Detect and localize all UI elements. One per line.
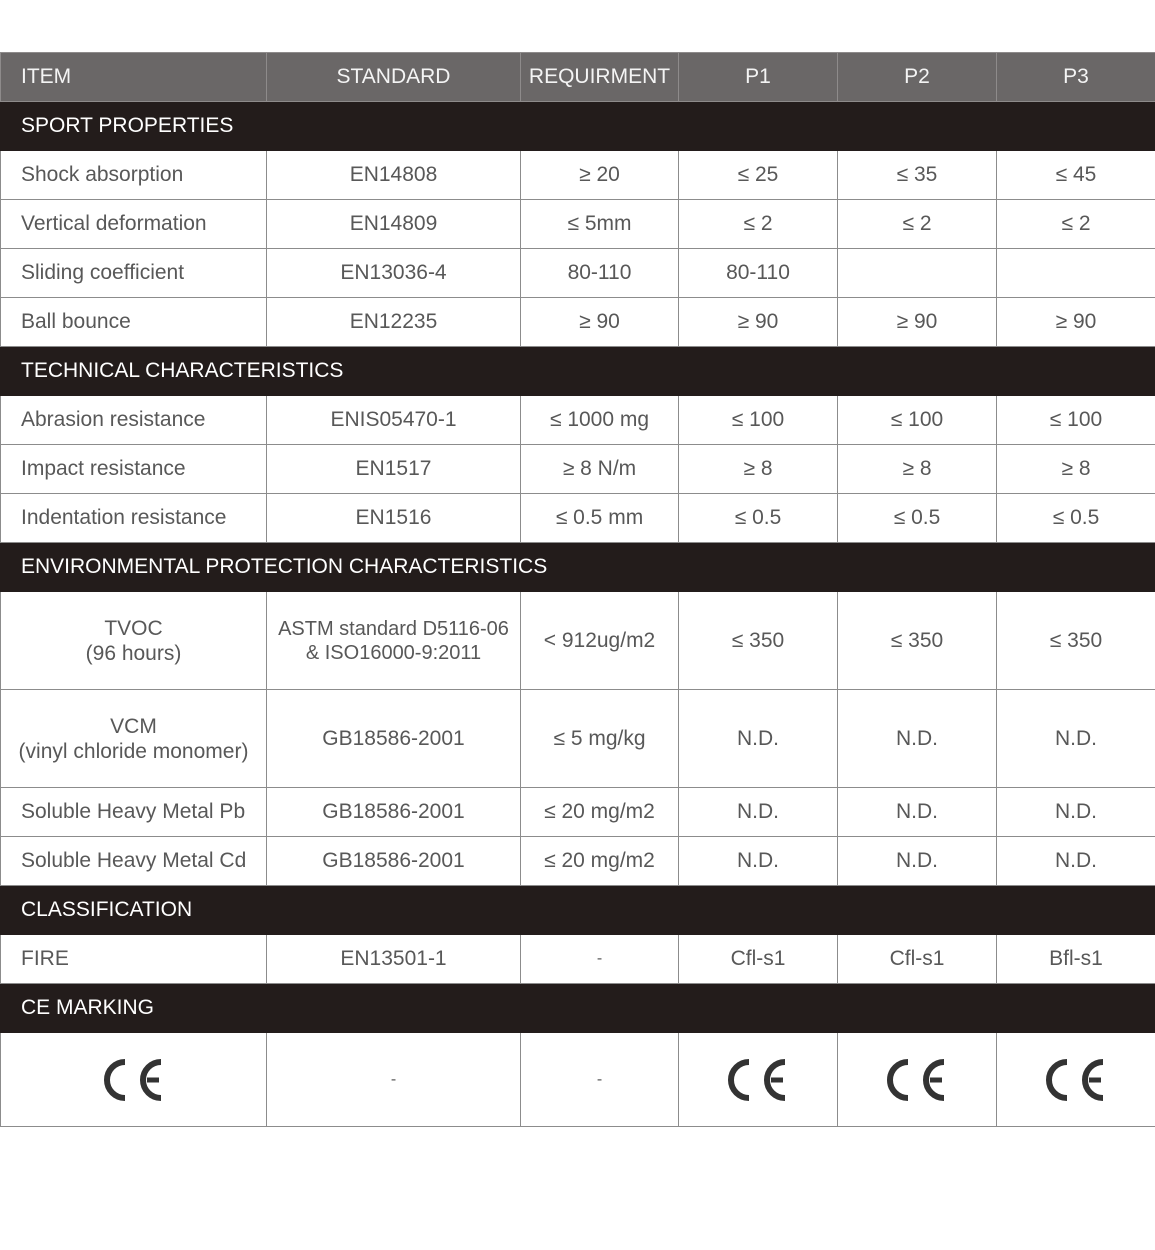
cell-requirement: 80-110 [521,249,679,298]
cell-p2: ≤ 2 [838,200,997,249]
cell-requirement: ≥ 20 [521,151,679,200]
cell-requirement: ≤ 0.5 mm [521,494,679,543]
cell-p3: ≤ 100 [997,396,1155,445]
cell-standard: ENIS05470-1 [267,396,521,445]
table-row [1,298,1155,347]
table-row [1,200,1155,249]
cell-p3: ≤ 350 [997,592,1155,690]
cell-requirement: ≥ 8 N/m [521,445,679,494]
cell-p2: Cfl-s1 [838,935,997,984]
cell-p3: N.D. [997,690,1155,788]
cell-p1: Cfl-s1 [679,935,838,984]
cell-p3: N.D. [997,837,1155,886]
cell-item-line1: VCM [110,714,157,738]
cell-p2: N.D. [838,690,997,788]
cell-requirement: ≤ 20 mg/m2 [521,837,679,886]
cell-item [1,592,267,690]
cell-requirement: < 912ug/m2 [521,592,679,690]
cell-requirement: ≤ 1000 mg [521,396,679,445]
cell-item-line1: TVOC [104,616,163,640]
section-header-sport-properties [1,102,1155,151]
cell-standard: EN13036-4 [267,249,521,298]
cell-p2: ≤ 350 [838,592,997,690]
cell-p3: Bfl-s1 [997,935,1155,984]
cell-p2: N.D. [838,788,997,837]
cell-standard: EN12235 [267,298,521,347]
table-row [1,1033,1155,1127]
ce-mark-icon [101,1056,167,1104]
cell-item-line2: (96 hours) [85,641,182,665]
cell-item: Indentation resistance [1,494,267,543]
cell-p2: ≤ 100 [838,396,997,445]
ce-mark-icon [884,1056,950,1104]
table-row [1,249,1155,298]
table-row [1,690,1155,788]
cell-p1: ≤ 100 [679,396,838,445]
ce-mark-icon [725,1056,791,1104]
table-row [1,592,1155,690]
cell-p2: N.D. [838,837,997,886]
cell-p1: ≥ 8 [679,445,838,494]
table-row [1,494,1155,543]
table-row [1,445,1155,494]
cell-standard: EN14809 [267,200,521,249]
cell-standard: GB18586-2001 [267,690,521,788]
section-title: CLASSIFICATION [1,886,1155,935]
cell-p2: ≥ 8 [838,445,997,494]
cell-p1 [679,1033,838,1127]
col-header-p1: P1 [679,53,838,102]
cell-item: Vertical deformation [1,200,267,249]
cell-item: Impact resistance [1,445,267,494]
table-row [1,151,1155,200]
cell-item: Soluble Heavy Metal Pb [1,788,267,837]
cell-item-line2: (vinyl chloride monomer) [18,739,249,763]
cell-p2 [838,249,997,298]
section-header-classification [1,886,1155,935]
section-header-technical-characteristics [1,347,1155,396]
cell-p2: ≥ 90 [838,298,997,347]
cell-item: Abrasion resistance [1,396,267,445]
cell-p3: ≤ 2 [997,200,1155,249]
cell-standard: EN1516 [267,494,521,543]
section-title: SPORT PROPERTIES [1,102,1155,151]
table-row [1,396,1155,445]
cell-item: Sliding coefficient [1,249,267,298]
cell-p3: ≤ 45 [997,151,1155,200]
ce-mark-icon [1043,1056,1109,1104]
cell-requirement: - [521,935,679,984]
cell-p3 [997,1033,1155,1127]
cell-p1: ≥ 90 [679,298,838,347]
cell-item: Ball bounce [1,298,267,347]
cell-p2: ≤ 0.5 [838,494,997,543]
cell-p1: ≤ 2 [679,200,838,249]
table-row [1,837,1155,886]
cell-item [1,1033,267,1127]
cell-requirement: ≥ 90 [521,298,679,347]
cell-p2: ≤ 35 [838,151,997,200]
section-title: TECHNICAL CHARACTERISTICS [1,347,1155,396]
cell-standard: EN13501-1 [267,935,521,984]
header-row [1,53,1155,102]
cell-item: FIRE [1,935,267,984]
cell-p2 [838,1033,997,1127]
cell-standard [267,592,521,690]
cell-p1: N.D. [679,837,838,886]
cell-item [1,690,267,788]
cell-standard: GB18586-2001 [267,788,521,837]
section-header-ce-marking [1,984,1155,1033]
section-title: ENVIRONMENTAL PROTECTION CHARACTERISTICS [1,543,1155,592]
cell-standard-line1: ASTM standard D5116-06 [278,617,509,640]
cell-p3: ≥ 90 [997,298,1155,347]
table-row [1,788,1155,837]
cell-standard-line2: & ISO16000-9:2011 [305,641,482,664]
cell-p3 [997,249,1155,298]
cell-standard: - [267,1033,521,1127]
cell-item: Shock absorption [1,151,267,200]
cell-p1: N.D. [679,788,838,837]
cell-requirement: ≤ 20 mg/m2 [521,788,679,837]
col-header-standard: STANDARD [267,53,521,102]
cell-p3: N.D. [997,788,1155,837]
col-header-item: ITEM [1,53,267,102]
section-title: CE MARKING [1,984,1155,1033]
cell-item: Soluble Heavy Metal Cd [1,837,267,886]
table-row [1,935,1155,984]
cell-standard: EN1517 [267,445,521,494]
cell-p1: 80-110 [679,249,838,298]
col-header-p2: P2 [838,53,997,102]
cell-requirement: - [521,1033,679,1127]
col-header-p3: P3 [997,53,1155,102]
spec-table [0,52,1155,1127]
col-header-requirement: REQUIRMENT [521,53,679,102]
cell-standard: GB18586-2001 [267,837,521,886]
cell-p1: N.D. [679,690,838,788]
cell-requirement: ≤ 5 mg/kg [521,690,679,788]
cell-p1: ≤ 350 [679,592,838,690]
cell-standard: EN14808 [267,151,521,200]
cell-p3: ≥ 8 [997,445,1155,494]
section-header-environmental-protection [1,543,1155,592]
cell-requirement: ≤ 5mm [521,200,679,249]
cell-p1: ≤ 25 [679,151,838,200]
cell-p1: ≤ 0.5 [679,494,838,543]
cell-p3: ≤ 0.5 [997,494,1155,543]
